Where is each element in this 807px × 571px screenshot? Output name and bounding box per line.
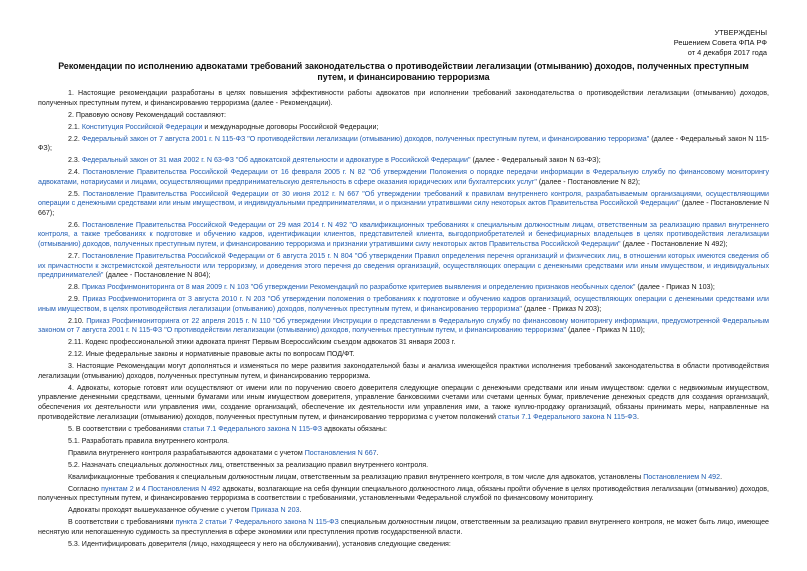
paragraph-text: 2.9. xyxy=(68,295,83,304)
paragraph-p2-2 xyxy=(38,135,769,154)
paragraph-p5-1 xyxy=(38,437,769,447)
legal-reference-link[interactable]: Постановление Правительства Российской Федерации от 30 июня 2012 г. N 667 "Об утверждении требований к правилам внутреннего контроля, разрабатываемым организациями, осуществляющими операции с денежными средствами или иным имуществом, и индивидуальными предпринимателями, и о признании утратившими силу некоторых актов Правительства Российской Федерации" xyxy=(38,189,769,208)
approval-line: УТВЕРЖДЕНЫ xyxy=(714,28,767,37)
paragraph-text: . xyxy=(299,506,302,515)
paragraph-p5-2c xyxy=(38,506,769,516)
legal-reference-link[interactable]: Федеральный закон от 31 мая 2002 г. N 63-ФЗ "Об адвокатской деятельности и адвокатуре в Российской Федерации" xyxy=(81,156,471,165)
paragraph-p5-2 xyxy=(38,461,769,471)
paragraph-p2-10 xyxy=(38,317,769,336)
paragraph-p2 xyxy=(38,111,769,121)
legal-reference-link[interactable]: Постановления N 667 xyxy=(304,448,377,457)
paragraph-text: 2.4. xyxy=(68,168,83,177)
paragraph-text: 2.6. xyxy=(68,220,83,229)
paragraph-text: В соответствии с требованиями xyxy=(68,518,176,527)
paragraph-text: 2.1. xyxy=(68,122,82,131)
paragraph-text: 5.3. Идентифицировать доверителя (лицо, находящееся у него на обслуживании), установив следующие сведения: xyxy=(68,539,451,548)
paragraph-p5-2a xyxy=(38,473,769,483)
paragraph-p4 xyxy=(38,384,769,422)
paragraph-text: 5. В соответствии с требованиями xyxy=(68,424,183,433)
legal-reference-link[interactable]: статьи 7.1 Федерального закона N 115-ФЗ xyxy=(182,424,323,433)
paragraph-text: и международные договоры Российской Федерации; xyxy=(202,122,379,131)
paragraph-text: (далее - Приказ N 203); xyxy=(521,304,602,313)
paragraph-text: специальным должностным лицом, ответственным за реализацию правил внутреннего контроля, не может быть лицо, имеющее неснятую или непогашенную судимость за преступления в сфере экономики или преступления против государственной власти. xyxy=(38,518,770,536)
legal-reference-link[interactable]: Приказ Росфинмониторинга от 22 апреля 2015 г. N 110 "Об утверждении Инструкции о представлении в Федеральную службу по финансовому мониторингу информации, предусмотренной Федеральным законом от 7 августа 2001 г. N 115-ФЗ "О противодействии легализации (отмыванию) доходов, полученных преступным путем, и финансированию терроризма" xyxy=(38,316,770,335)
paragraph-text: (далее - Постановление N 82); xyxy=(536,177,640,186)
paragraph-p2-8 xyxy=(38,283,769,293)
paragraph-p2-3 xyxy=(38,156,769,166)
document-title: Рекомендации по исполнению адвокатами требований законодательства о противодействии легализации (отмыванию) доходов, полученных преступным путем, и финансированию терроризма xyxy=(58,61,749,82)
paragraph-text: (далее - Постановление N 492); xyxy=(620,240,728,249)
paragraph-p5-2b xyxy=(38,485,769,504)
paragraph-text: (далее - Федеральный закон N 63-ФЗ); xyxy=(470,156,601,165)
paragraph-p2-9 xyxy=(38,295,769,314)
approval-line: Решением Совета ФПА РФ xyxy=(673,38,767,47)
legal-reference-link[interactable]: Постановление Правительства Российской Федерации от 29 мая 2014 г. N 492 "О квалификационных требованиях к специальным должностным лицам, ответственным за реализацию правил внутреннего контроля, а также требованиях к подготовке и обучению кадров, идентификации клиентов, представителей клиента, выгодоприобретателей и бенефициарных владельцев в целях противодействия легализации (отмыванию) доходов, полученных преступным путем, и финансированию терроризма и признании утратившими силу некоторых актов Правительства Российской Федерации" xyxy=(38,220,769,249)
paragraph-text: 2. Правовую основу Рекомендаций составляют: xyxy=(68,110,226,119)
paragraph-text: адвокаты, возлагающие на себя функции специального должностного лица, обязаны пройти обучение в целях противодействия легализации (отмыванию) доходов, полученных преступным путем, и финансированию терроризма в соответствии с требованиями, установленными Федеральной службой по финансовому мониторингу. xyxy=(38,484,770,503)
paragraph-text: адвокаты обязаны: xyxy=(322,424,387,433)
paragraph-text: Адвокаты проходят вышеуказанное обучение с учетом xyxy=(68,506,252,515)
legal-reference-link[interactable]: 4 Постановления N 492 xyxy=(141,484,221,493)
document-body xyxy=(38,89,769,549)
paragraph-text: 2.3. xyxy=(68,156,82,165)
paragraph-text: (далее - Федеральный закон N 115-ФЗ); xyxy=(38,134,770,153)
paragraph-text: . xyxy=(376,448,379,457)
paragraph-text: (далее - Постановление N 804); xyxy=(103,271,211,280)
paragraph-text: . xyxy=(636,412,639,421)
paragraph-p5 xyxy=(38,425,769,435)
paragraph-text: . xyxy=(720,472,723,481)
paragraph-p2-4 xyxy=(38,168,769,187)
paragraph-p5-3 xyxy=(38,540,769,550)
paragraph-p2-5 xyxy=(38,190,769,219)
paragraph-text: Квалификационные требования к специальным должностным лицам, ответственным за реализацию правил внутреннего контроля, в том числе для адвокатов, установлены xyxy=(68,472,644,481)
legal-reference-link[interactable]: Постановлением N 492 xyxy=(643,472,721,481)
legal-reference-link[interactable]: Конституция Российской Федерации xyxy=(81,122,203,131)
paragraph-text: 2.12. Иные федеральные законы и нормативные правовые акты по вопросам ПОД/ФТ. xyxy=(68,350,355,359)
paragraph-text: 3. Настоящие Рекомендации могут дополняться и изменяться по мере развития законодательной базы и анализа имеющейся практики исполнения требований законодательства в области противодействия легализации (отмыванию) доходов, полученных преступным путем, и финансированию терроризма. xyxy=(38,362,769,380)
paragraph-text: 2.8. xyxy=(68,283,82,292)
legal-reference-link[interactable]: Федеральный закон от 7 августа 2001 г. N 115-ФЗ "О противодействии легализации (отмыванию) доходов, полученных преступным путем, и финансированию терроризма" xyxy=(81,134,650,143)
paragraph-p5-2d xyxy=(38,518,769,537)
legal-reference-link[interactable]: статьи 7.1 Федерального закона N 115-ФЗ xyxy=(497,412,637,421)
legal-reference-link[interactable]: Постановление Правительства Российской Федерации от 6 августа 2015 г. N 804 "Об утверждении Правил определения перечня организаций и физических лиц, в отношении которых имеются сведения об их причастности к экстремистской деятельности или терроризму, и доведения этого перечня до сведения организаций, осуществляющих операции с денежными средствами или иным имуществом, и индивидуальных предпринимателей" xyxy=(38,252,769,280)
paragraph-text: 2.5. xyxy=(68,189,83,198)
paragraph-p2-6 xyxy=(38,221,769,250)
paragraph-text: 1. Настоящие рекомендации разработаны в целях повышения эффективности работы адвокатов при исполнении требований законодательства о противодействии легализации (отмыванию) доходов, полученных преступным путем, и финансированию терроризма (далее - Рекомендации). xyxy=(38,89,769,107)
paragraph-text: 2.11. Кодекс профессиональной этики адвоката принят Первым Всероссийским съездом адвокатов 31 января 2003 г. xyxy=(68,338,456,347)
paragraph-p3 xyxy=(38,362,769,381)
paragraph-text: (далее - Приказ N 110); xyxy=(566,326,645,335)
paragraph-text: Правила внутреннего контроля разрабатываются адвокатами с учетом xyxy=(68,448,305,457)
legal-reference-link[interactable]: Приказа N 203 xyxy=(251,506,300,515)
legal-reference-link[interactable]: Постановление Правительства Российской Федерации от 16 февраля 2005 г. N 82 "Об утверждении Положения о порядке передачи информации в Федеральную службу по финансовому мониторингу адвокатами, нотариусами и лицами, осуществляющими предпринимательскую деятельность в сфере оказания юридических или бухгалтерских услуг" xyxy=(38,168,769,186)
legal-reference-link[interactable]: пункта 2 статьи 7 Федерального закона N 115-ФЗ xyxy=(175,518,339,527)
approval-block xyxy=(38,28,767,58)
approval-line: от 4 декабря 2017 года xyxy=(687,48,767,57)
paragraph-p2-7 xyxy=(38,252,769,281)
paragraph-text: 5.2. Назначать специальных должностных лиц, ответственных за реализацию правил внутреннего контроля. xyxy=(68,460,429,469)
paragraph-text: 2.10. xyxy=(68,316,87,325)
paragraph-p2-11 xyxy=(38,338,769,348)
paragraph-p2-12 xyxy=(38,350,769,360)
paragraph-p2-1 xyxy=(38,123,769,133)
paragraph-text: (далее - Постановление N 667); xyxy=(38,199,769,217)
legal-reference-link[interactable]: Приказ Росфинмониторинга от 8 мая 2009 г. N 103 "Об утверждении Рекомендаций по разработке критериев выявления и определению признаков необычных сделок" xyxy=(81,283,636,292)
paragraph-p1 xyxy=(38,89,769,108)
legal-reference-link[interactable]: Приказ Росфинмониторинга от 3 августа 2010 г. N 203 "Об утверждении положения о требованиях к подготовке и обучению кадров организаций, осуществляющих операции с денежными средствами или иным имуществом, в целях противодействия легализации (отмыванию) доходов, полученных преступным путем, и финансированию терроризма" xyxy=(38,295,769,313)
paragraph-text: Согласно xyxy=(68,484,102,493)
paragraph-p5-1a xyxy=(38,449,769,459)
paragraph-text: (далее - Приказ N 103); xyxy=(635,283,715,292)
paragraph-text: 2.7. xyxy=(68,252,83,261)
legal-reference-link[interactable]: пунктам 2 xyxy=(101,484,134,493)
paragraph-text: и xyxy=(133,484,142,493)
paragraph-text: 4. Адвокаты, которые готовят или осуществляют от имени или по поручению своего доверителя следующие операции с денежными средствами или иным имуществом: сделки с недвижимым имуществом, управление денежными средствами, ценными бумагами или иным имуществом доверителя, управление банковскими счетами или счетами ценных бумаг, привлечение денежных средств для создания организаций, обеспечения их деятельности или управления ими, создание организаций, обеспечение их деятельности или управления ими, а также куплю-продажу организаций, обязаны принимать меры, направленные на противодействие легализации (отмыванию) доходов, полученных преступным путем, и финансированию терроризма с учетом положений xyxy=(38,383,769,421)
paragraph-text: 5.1. Разработать правила внутреннего контроля. xyxy=(68,436,230,445)
paragraph-text: 2.2. xyxy=(68,134,82,143)
